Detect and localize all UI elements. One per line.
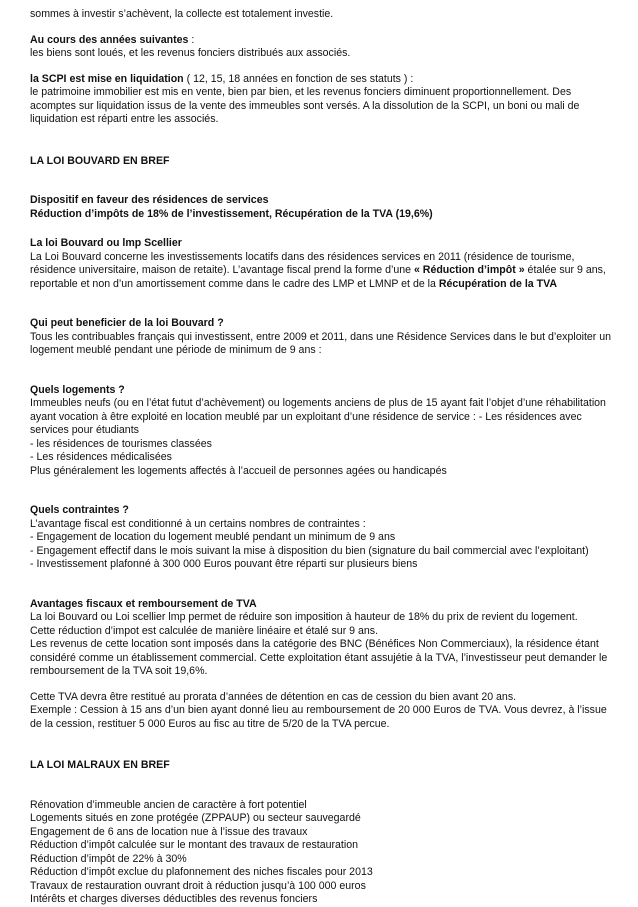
intro-paragraph-4: la SCPI est mise en liquidation ( 12, 15, 18 années en fonction de ses statuts ) : <box>30 72 414 85</box>
avantages-title: Avantages fiscaux et remboursement de TVA <box>30 597 257 610</box>
list-item: Rénovation d’immeuble ancien de caractère à fort potentiel <box>30 798 307 811</box>
logements-title: Quels logements ? <box>30 383 125 396</box>
intro-heading-following-years: Au cours des années suivantes <box>30 33 189 46</box>
intro-paragraph-3: les biens sont loués, et les revenus fonciers distribués aux associés. <box>30 47 351 59</box>
list-item: Engagement de 6 ans de location nue à l’issue des travaux <box>30 825 308 838</box>
list-item: Intérêts et charges diverses déductibles des revenus fonciers <box>30 893 318 905</box>
list-item: - Engagement effectif dans le mois suivant la mise à disposition du bien (signature du bail commercial avec l’exploitant) <box>30 544 589 557</box>
intro-heading-liquidation: la SCPI est mise en liquidation <box>30 72 184 85</box>
intro-paragraph-5: le patrimoine immobilier est mis en vente, bien par bien, et les revenus fonciers diminuent proportionnellement. Des acomptes sur liquidation issus de la vente des immeubles sont versés. A la dissolution de la SCPI, un boni ou mali de liquidation est réparti entre les associés. <box>30 86 580 125</box>
qui-text: Tous les contribuables français qui investissent, entre 2009 et 2011, dans une Résidence Services dans le but d’exploiter un logement meublé pendant une période de minimum de 9 ans : <box>30 330 612 356</box>
avantages-paragraph-2: Cette réduction d’impot est calculée de manière linéaire et étalé sur 9 ans. <box>30 624 379 637</box>
tva-paragraph-1: Cette TVA devra être restitué au prorata d’années de détention en cas de cession du bien avant 20 ans. <box>30 690 517 703</box>
list-item: Réduction d’impôt exclue du plafonnement des niches fiscales pour 2013 <box>30 866 373 878</box>
list-item: - les résidences de tourismes classées <box>30 437 212 450</box>
document-page <box>30 8 615 907</box>
list-item: - Engagement de location du logement meublé pendant un minimum de 9 ans <box>30 531 396 543</box>
avantages-paragraph-1: La loi Bouvard ou Loi scellier lmp permet de réduire son imposition à hauteur de 18% du prix de revient du logement. <box>30 611 578 623</box>
intro-paragraph-1: sommes à investir s’achèvent, la collecte est totalement investie. <box>30 8 334 20</box>
logements-text: Immeubles neufs (ou en l’état futut d’achèvement) ou logements anciens de plus de 15 ayant fait l’objet d’une réhabilitation ayant vocation à être exploité en location meublé par un exploitant d’une résidence de service : - Les résidences avec services pour étudiants <box>30 397 606 436</box>
scellier-text: La Loi Bouvard concerne les investissements locatifs dans des résidences services en 2011 (résidence de tourisme, résidence universitaire, maison de retaite). L’avantage fiscal prend la forme d’une « Réduction d’impôt » étalée sur 9 ans, reportable et non d’un amortissement comme dans le cadre des LMP et LMNP et de la Récupération de la TVA <box>30 250 606 290</box>
tva-paragraph-2: Exemple : Cession à 15 ans d’un bien ayant donné lieu au remboursement de 20 000 Euros de TVA. Vous devrez, à l’issue de la cession, restituer 5 000 Euros au fisc au titre de 5/20 de la TVA percue. <box>30 704 607 730</box>
intro-paragraph-2: Au cours des années suivantes : <box>30 33 195 46</box>
bouvard-heading: LA LOI BOUVARD EN BREF <box>30 154 170 167</box>
scellier-title: La loi Bouvard ou lmp Scellier <box>30 237 182 249</box>
list-item: Réduction d’impôt de 22% à 30% <box>30 852 187 865</box>
malraux-list <box>30 799 615 907</box>
avantages-paragraph-3: Les revenus de cette location sont imposés dans la catégorie des BNC (Bénéfices Non Commerciaux), la résidence étant considéré comme un établissement commercial. Cette exploitation étant assujétie à la TVA, l’investisseur peut demander le remboursement de la TVA soit 19,6%. <box>30 638 608 677</box>
list-item: Logements situés en zone protégée (ZPPAUP) ou secteur sauvegardé <box>30 812 361 824</box>
list-item: Travaux de restauration ouvrant droit à réduction jusqu’à 100 000 euros <box>30 879 366 892</box>
contraintes-intro: L’avantage fiscal est conditionné à un certains nombres de contraintes : <box>30 517 366 530</box>
contraintes-title: Quels contraintes ? <box>30 504 129 516</box>
bouvard-dispositif: Dispositif en faveur des résidences de services <box>30 194 269 206</box>
list-item: - Investissement plafonné à 300 000 Euros pouvant être réparti sur plusieurs biens <box>30 558 418 570</box>
malraux-heading: LA LOI MALRAUX EN BREF <box>30 759 170 771</box>
list-item: Réduction d’impôt calculée sur le montant des travaux de restauration <box>30 839 358 851</box>
list-item: - Les résidences médicalisées <box>30 451 172 463</box>
qui-title: Qui peut beneficier de la loi Bouvard ? <box>30 317 224 329</box>
list-item: Plus généralement les logements affectés à l’accueil de personnes agées ou handicapés <box>30 464 447 477</box>
bouvard-reduction-summary: Réduction d’impôts de 18% de l’investissement, Récupération de la TVA (19,6%) <box>30 207 433 220</box>
